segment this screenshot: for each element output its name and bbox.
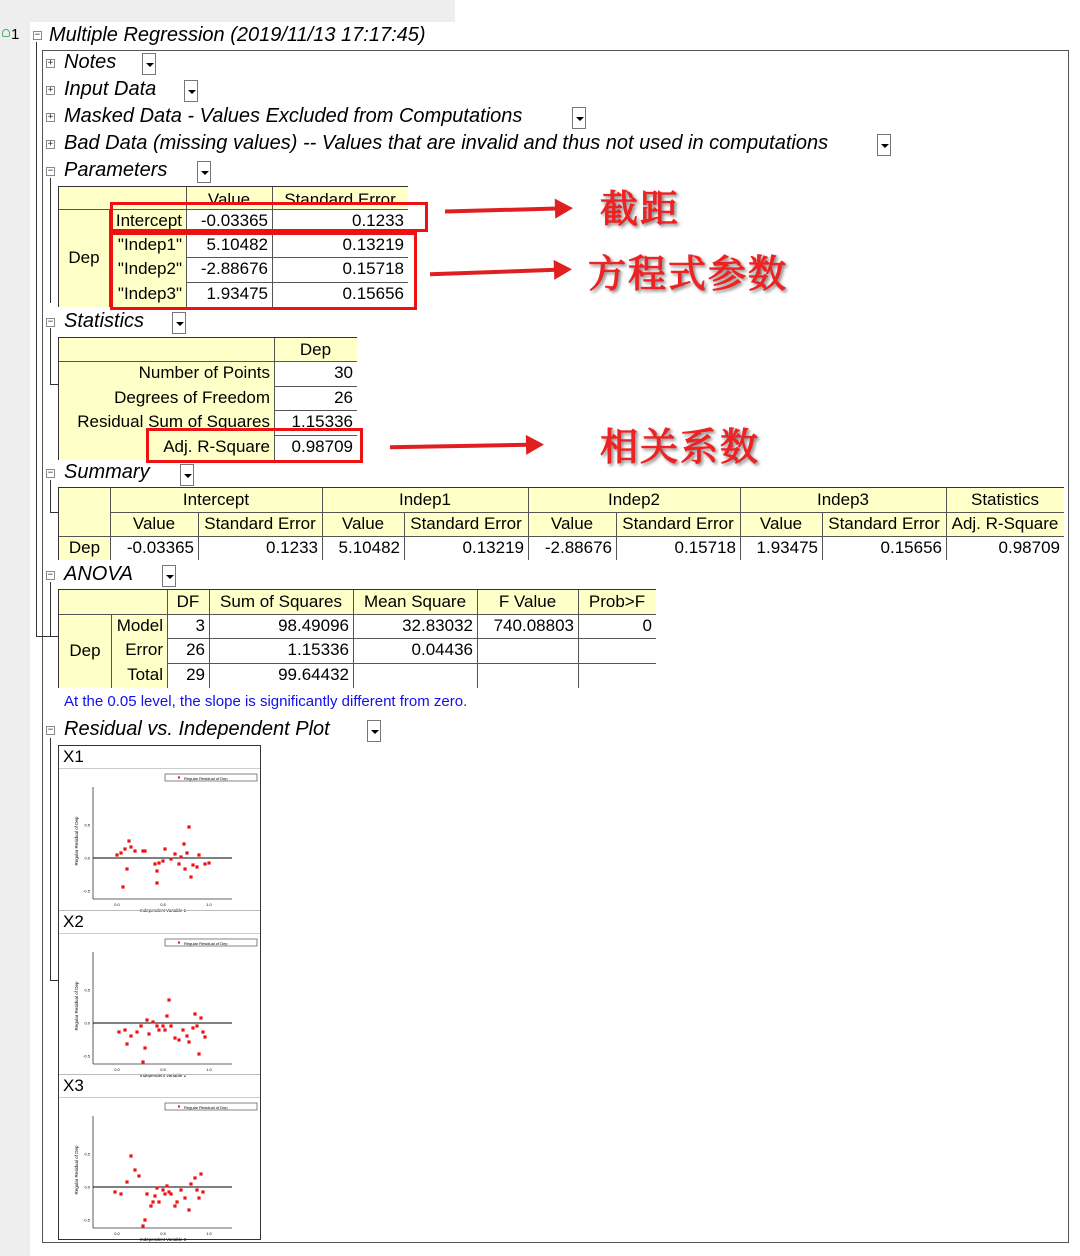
x-tick-label: 0.5 [160,902,166,907]
x-tick-label: 1.0 [206,1067,212,1072]
param-col-se: Standard Error [272,187,408,209]
residual-point [179,855,182,858]
residual-plots-panel [58,745,261,1240]
section-statistics[interactable]: Statistics [64,310,145,332]
anova-group-label: Dep [59,614,111,688]
residual-point [137,1174,140,1177]
summary-subheader: Value [322,512,404,536]
legend-label: Regular Residual of Dep [184,1105,228,1110]
residual-point [141,1224,144,1227]
stats-row-name: Adj. R-Square [59,435,274,460]
summary-group: Indep3 [740,488,946,512]
summary-value: 0.15656 [822,536,946,560]
param-se: 0.15656 [272,282,408,307]
residual-point [129,1034,132,1037]
residual-point [173,1036,176,1039]
anova-col: Mean Square [353,590,477,614]
residual-point [155,881,158,884]
y-axis-title: Regular Residual of Dep [74,981,79,1031]
residual-point [121,885,124,888]
x-tick-label: 1.0 [206,902,212,907]
x-axis-title: Independent Variable 1 [139,908,187,913]
anova-dropdown-icon[interactable] [162,565,176,587]
anova-df: 26 [167,638,209,663]
summary-value: 0.1233 [198,536,322,560]
stats-row-name: Residual Sum of Squares [59,410,274,435]
residual-point [143,1218,146,1221]
section-notes[interactable]: Notes [64,51,117,73]
summary-value: 0.15718 [616,536,740,560]
residual-point [173,852,176,855]
residual-plot-dropdown-icon[interactable] [367,720,381,742]
residual-point [195,1188,198,1191]
residual-point [119,1192,122,1195]
residual-point [157,1200,160,1203]
section-input-data[interactable]: Input Data [64,78,157,100]
residual-point [182,842,185,845]
y-tick-label: 0.0 [84,1184,90,1190]
residual-point [203,862,206,865]
residual-point [181,1028,184,1031]
residual-point [123,847,126,850]
param-row-name: Intercept [109,209,186,233]
lock-icon [2,29,10,37]
summary-subheader: Value [528,512,616,536]
residual-point [115,853,118,856]
anova-ms [353,663,477,688]
collapse-summary-icon[interactable]: − [47,468,54,478]
residual-point [163,1192,166,1195]
residual-scatter [59,934,260,1078]
stats-value: 1.15336 [274,410,357,435]
residual-point [125,1180,128,1183]
residual-point [155,1186,158,1189]
residual-point [135,1030,138,1033]
anova-p [578,663,656,688]
residual-point [129,1154,132,1157]
x-tick-label: 0.0 [114,1067,120,1072]
sheet-index[interactable]: 1 [2,26,19,43]
anova-df: 3 [167,614,209,638]
residual-point [179,1188,182,1191]
residual-point [169,1192,172,1195]
plot-axes [93,787,232,899]
legend-label: Regular Residual of Dep [184,941,228,946]
anova-row-name: Model [111,614,167,638]
residual-point [151,1020,154,1023]
stats-value: 26 [274,386,357,410]
residual-point [113,1190,116,1193]
y-axis-title: Regular Residual of Dep [74,1145,79,1195]
residual-point [165,1014,168,1017]
anova-f: 740.08803 [477,614,578,638]
anova-col: Sum of Squares [209,590,353,614]
y-tick-label: 0.5 [84,987,90,993]
residual-plot-1 [59,746,260,913]
parameters-dropdown-icon[interactable] [197,161,211,183]
residual-point [195,865,198,868]
plot-label: X2 [63,912,84,931]
summary-value: 5.10482 [322,536,404,560]
residual-point [133,849,136,852]
anova-table [58,589,656,688]
intercept-highlight [110,202,428,232]
residual-point [153,862,156,865]
residual-point [185,1034,188,1037]
x-tick-label: 0.0 [114,902,120,907]
report-title: Multiple Regression (2019/11/13 17:17:45) [49,24,426,46]
legend-marker [178,942,180,944]
y-tick-label: 0.5 [84,1151,90,1157]
expand-input-data-icon[interactable]: + [47,85,54,95]
x-tick-label: 0.0 [114,1231,120,1236]
residual-scatter [59,769,260,913]
tree-line [50,328,51,384]
summary-value: -2.88676 [528,536,616,560]
statistics-dropdown-icon[interactable] [172,312,186,334]
residual-point [149,1204,152,1207]
residual-point [185,851,188,854]
section-summary[interactable]: Summary [64,461,150,483]
section-masked-data[interactable]: Masked Data - Values Excluded from Computations [64,105,523,127]
residual-point [169,857,172,860]
residual-point [133,1168,136,1171]
residual-point [117,1030,120,1033]
residual-point [155,1024,158,1027]
residual-plot-3 [59,1074,260,1242]
residual-point [157,861,160,864]
masked-data-dropdown-icon[interactable] [572,107,586,129]
expand-masked-data-icon[interactable]: + [47,112,54,122]
anova-ss: 1.15336 [209,638,353,663]
anova-row-name: Total [111,663,167,688]
residual-point [207,861,210,864]
x-tick-label: 1.0 [206,1231,212,1236]
residual-point [163,847,166,850]
residual-point [193,1176,196,1179]
residual-point [201,1190,204,1193]
summary-value: 1.93475 [740,536,822,560]
stats-col-dep: Dep [274,338,357,361]
plot-axes [93,1116,232,1228]
summary-subheader: Value [110,512,198,536]
param-row-name: "Indep1" [109,233,186,257]
residual-plot-2 [59,910,260,1078]
legend-marker [178,777,180,779]
residual-point [197,1196,200,1199]
plot-axes [93,952,232,1064]
residual-point [197,853,200,856]
anova-f [477,663,578,688]
residual-point [177,1038,180,1041]
residual-point [199,1016,202,1019]
residual-point [139,1024,142,1027]
anova-df: 29 [167,663,209,688]
anova-row-name: Error [111,638,167,663]
residual-point [173,1204,176,1207]
x-tick-label: 0.5 [160,1067,166,1072]
section-residual-plot[interactable]: Residual vs. Independent Plot [64,718,330,740]
summary-group: Indep2 [528,488,740,512]
summary-dropdown-icon[interactable] [180,464,194,486]
summary-subheader: Value [740,512,822,536]
summary-group: Statistics [946,488,1064,512]
residual-point [151,1200,154,1203]
summary-subheader: Standard Error [822,512,946,536]
residual-point [155,869,158,872]
param-row-name: "Indep2" [109,257,186,282]
summary-value: 0.13219 [404,536,528,560]
anova-note: At the 0.05 level, the slope is significantly different from zero. [64,693,468,710]
residual-point [161,1024,164,1027]
y-axis-title: Regular Residual of Dep [74,816,79,866]
residual-point [167,998,170,1001]
anova-ss: 98.49096 [209,614,353,638]
x-axis-title: Independent Variable 3 [139,1237,187,1242]
stats-value: 30 [274,361,357,386]
summary-subheader: Standard Error [198,512,322,536]
anova-col: Prob>F [578,590,656,614]
param-se: 0.15718 [272,257,408,282]
collapse-report-icon[interactable]: − [34,30,41,40]
collapse-anova-icon[interactable]: − [47,570,54,580]
residual-point [169,1024,172,1027]
legend-marker [178,1106,180,1108]
collapse-residual-plot-icon[interactable]: − [47,725,54,735]
residual-point [175,1200,178,1203]
residual-point [203,1035,206,1038]
summary-table [58,487,1064,560]
plot-label: X1 [63,747,84,766]
summary-group: Indep1 [322,488,528,512]
residual-point [191,863,194,866]
residual-point [187,1040,190,1043]
y-tick-label: 0.0 [84,1020,90,1026]
y-tick-label: 0.0 [84,855,90,861]
section-bad-data[interactable]: Bad Data (missing values) -- Values that are invalid and thus not used in computations [64,132,829,154]
residual-point [129,845,132,848]
r2-highlight [146,428,363,463]
summary-subheader: Standard Error [404,512,528,536]
collapse-parameters-icon[interactable]: − [47,166,54,176]
residual-point [195,1024,198,1027]
expand-notes-icon[interactable]: + [47,58,54,68]
summary-subheader: Standard Error [616,512,740,536]
residual-point [191,1026,194,1029]
param-se: 0.1233 [272,209,408,233]
anova-p: 0 [578,614,656,638]
param-se: 0.13219 [272,233,408,257]
residual-point [165,1184,168,1187]
residual-point [189,1182,192,1185]
section-anova[interactable]: ANOVA [64,563,133,585]
param-group-label: Dep [59,209,109,307]
residual-point [193,1012,196,1015]
param-value: -2.88676 [186,257,272,282]
residual-point [199,1172,202,1175]
residual-point [187,825,190,828]
section-parameters[interactable]: Parameters [64,159,168,181]
tree-line [50,178,51,303]
anova-ss: 99.64432 [209,663,353,688]
residual-point [125,867,128,870]
residual-point [161,1188,164,1191]
param-value: 5.10482 [186,233,272,257]
residual-point [125,1042,128,1045]
residual-point [153,1194,156,1197]
param-row-name: "Indep3" [109,282,186,307]
expand-bad-data-icon[interactable]: + [47,139,54,149]
summary-row-label: Dep [59,536,110,560]
anova-f [477,638,578,663]
anova-col: DF [167,590,209,614]
residual-point [145,1018,148,1021]
summary-subheader: Adj. R-Square [946,512,1064,536]
param-value: -0.03365 [186,209,272,233]
annotation-r2: 相关系数 [600,425,761,469]
residual-point [123,1028,126,1031]
residual-point [147,1032,150,1035]
legend-label: Regular Residual of Dep [184,776,228,781]
collapse-statistics-icon[interactable]: − [47,317,54,327]
residual-point [197,1052,200,1055]
annotation-params: 方程式参数 [588,252,789,296]
left-gutter [0,22,30,1256]
anova-ms: 0.04436 [353,638,477,663]
annotation-intercept: 截距 [600,187,681,231]
anova-col: F Value [477,590,578,614]
residual-point [189,875,192,878]
stats-row-name: Degrees of Freedom [59,386,274,410]
residual-point [157,1028,160,1031]
summary-value: -0.03365 [110,536,198,560]
stats-value: 0.98709 [274,435,357,460]
x-axis-title: Independent Variable 2 [139,1073,187,1078]
residual-point [143,849,146,852]
bad-data-dropdown-icon[interactable] [877,134,891,156]
y-tick-label: -0.5 [83,888,90,894]
anova-p [578,638,656,663]
params-highlight [110,232,417,310]
anova-ms: 32.83032 [353,614,477,638]
y-tick-label: -0.5 [83,1053,90,1059]
x-tick-label: 0.5 [160,1231,166,1236]
input-data-dropdown-icon[interactable] [184,80,198,102]
residual-point [145,1192,148,1195]
y-tick-label: -0.5 [83,1217,90,1223]
notes-dropdown-icon[interactable] [142,53,156,75]
residual-point [183,1196,186,1199]
plot-label: X3 [63,1076,84,1095]
residual-point [119,851,122,854]
residual-point [143,1046,146,1049]
residual-point [163,1028,166,1031]
param-col-value: Value [186,187,272,209]
summary-group: Intercept [110,488,322,512]
summary-value: 0.98709 [946,536,1064,560]
residual-point [161,859,164,862]
residual-point [187,1208,190,1211]
param-value: 1.93475 [186,282,272,307]
y-tick-label: 0.5 [84,822,90,828]
residual-scatter [59,1098,260,1242]
residual-point [177,862,180,865]
residual-point [141,1060,144,1063]
top-gray-strip [0,0,455,22]
residual-point [201,1030,204,1033]
residual-point [127,839,130,842]
residual-point [183,867,186,870]
stats-row-name: Number of Points [59,361,274,386]
